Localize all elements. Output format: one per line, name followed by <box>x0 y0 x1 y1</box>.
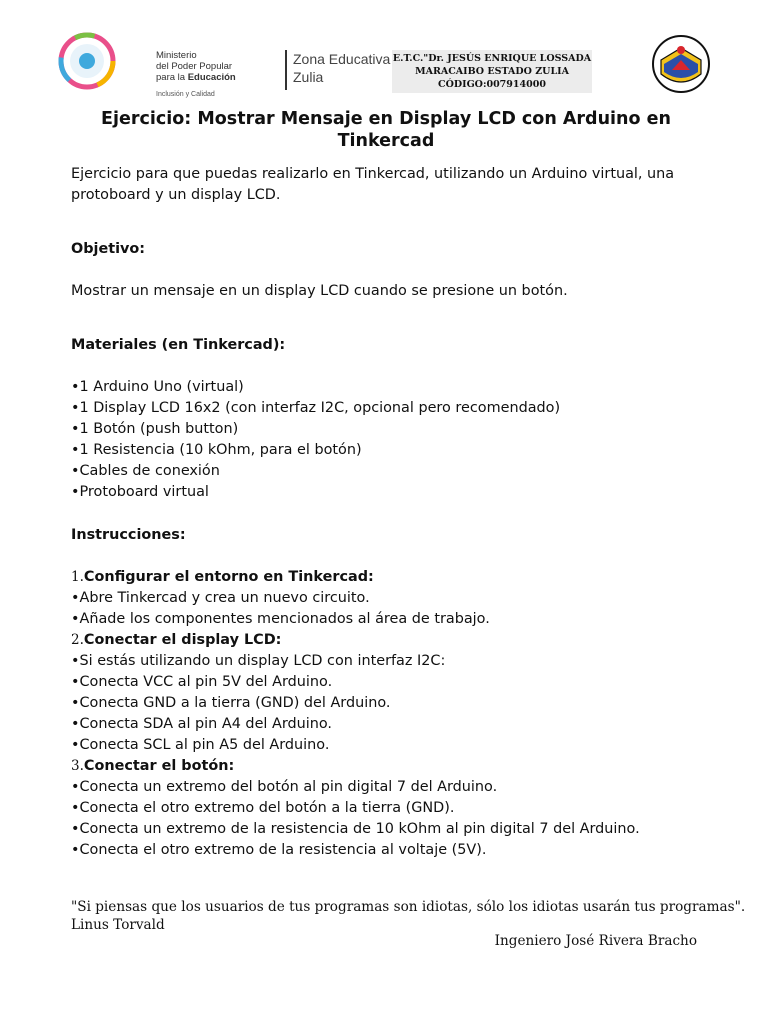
list-item: •Conecta el otro extremo de la resistencia al voltaje (5V). <box>71 842 487 858</box>
document-header <box>0 28 768 104</box>
ministry-name: Ministerio del Poder Popular para la Educación Inclusión y Calidad <box>156 50 236 98</box>
list-item: •1 Botón (push button) <box>71 421 239 437</box>
objective-text: Mostrar un mensaje en un display LCD cuando se presione un botón. <box>71 283 568 299</box>
list-item: •1 Display LCD 16x2 (con interfaz I2C, opcional pero recomendado) <box>71 400 561 416</box>
list-item: •Conecta el otro extremo del botón a la tierra (GND). <box>71 800 455 816</box>
step-title: 1.Configurar el entorno en Tinkercad: <box>71 569 374 585</box>
list-item: •Conecta SDA al pin A4 del Arduino. <box>71 716 333 732</box>
step-title: 3.Conectar el botón: <box>71 758 235 774</box>
list-item: •Conecta SCL al pin A5 del Arduino. <box>71 737 330 753</box>
quote-text: "Si piensas que los usuarios de tus programas son idiotas, sólo los idiotas usarán tus programas". <box>71 899 746 915</box>
quote-author: Linus Torvald <box>71 917 165 933</box>
list-item: •Conecta un extremo de la resistencia de 10 kOhm al pin digital 7 del Arduino. <box>71 821 640 837</box>
quote-block <box>71 898 745 934</box>
zona-educativa-label: Zona Educativa Zulia <box>285 50 390 90</box>
school-name-block: E.T.C."Dr. JESÚS ENRIQUE LOSSADA MARACAIBO ESTADO ZULIA CÓDIGO:007914000 <box>392 50 592 93</box>
author-signature: Ingeniero José Rivera Bracho <box>494 933 697 949</box>
materials-list <box>71 377 701 503</box>
list-item: •Conecta GND a la tierra (GND) del Arduino. <box>71 695 391 711</box>
ministry-tagline: Inclusión y Calidad <box>156 91 215 98</box>
list-item: •Conecta VCC al pin 5V del Arduino. <box>71 674 333 690</box>
document-body <box>71 108 701 861</box>
materials-heading: Materiales (en Tinkercad): <box>71 337 286 353</box>
list-item: •Protoboard virtual <box>71 484 209 500</box>
ministry-logo-icon <box>58 32 116 90</box>
instructions-list <box>71 567 701 861</box>
school-seal-icon <box>650 30 712 96</box>
objective-heading: Objetivo: <box>71 241 146 257</box>
list-item: •1 Arduino Uno (virtual) <box>71 379 244 395</box>
list-item: •Abre Tinkercad y crea un nuevo circuito. <box>71 590 370 606</box>
list-item: •Conecta un extremo del botón al pin digital 7 del Arduino. <box>71 779 498 795</box>
instructions-heading: Instrucciones: <box>71 527 186 543</box>
list-item: •Añade los componentes mencionados al área de trabajo. <box>71 611 490 627</box>
list-item: •1 Resistencia (10 kOhm, para el botón) <box>71 442 362 458</box>
list-item: •Cables de conexión <box>71 463 220 479</box>
step-title: 2.Conectar el display LCD: <box>71 632 282 648</box>
page-title: Ejercicio: Mostrar Mensaje en Display LCD con Arduino en Tinkercad <box>101 109 671 151</box>
intro-paragraph: Ejercicio para que puedas realizarlo en Tinkercad, utilizando un Arduino virtual, una protoboard y un display LCD. <box>71 166 675 203</box>
list-item: •Si estás utilizando un display LCD con interfaz I2C: <box>71 653 446 669</box>
